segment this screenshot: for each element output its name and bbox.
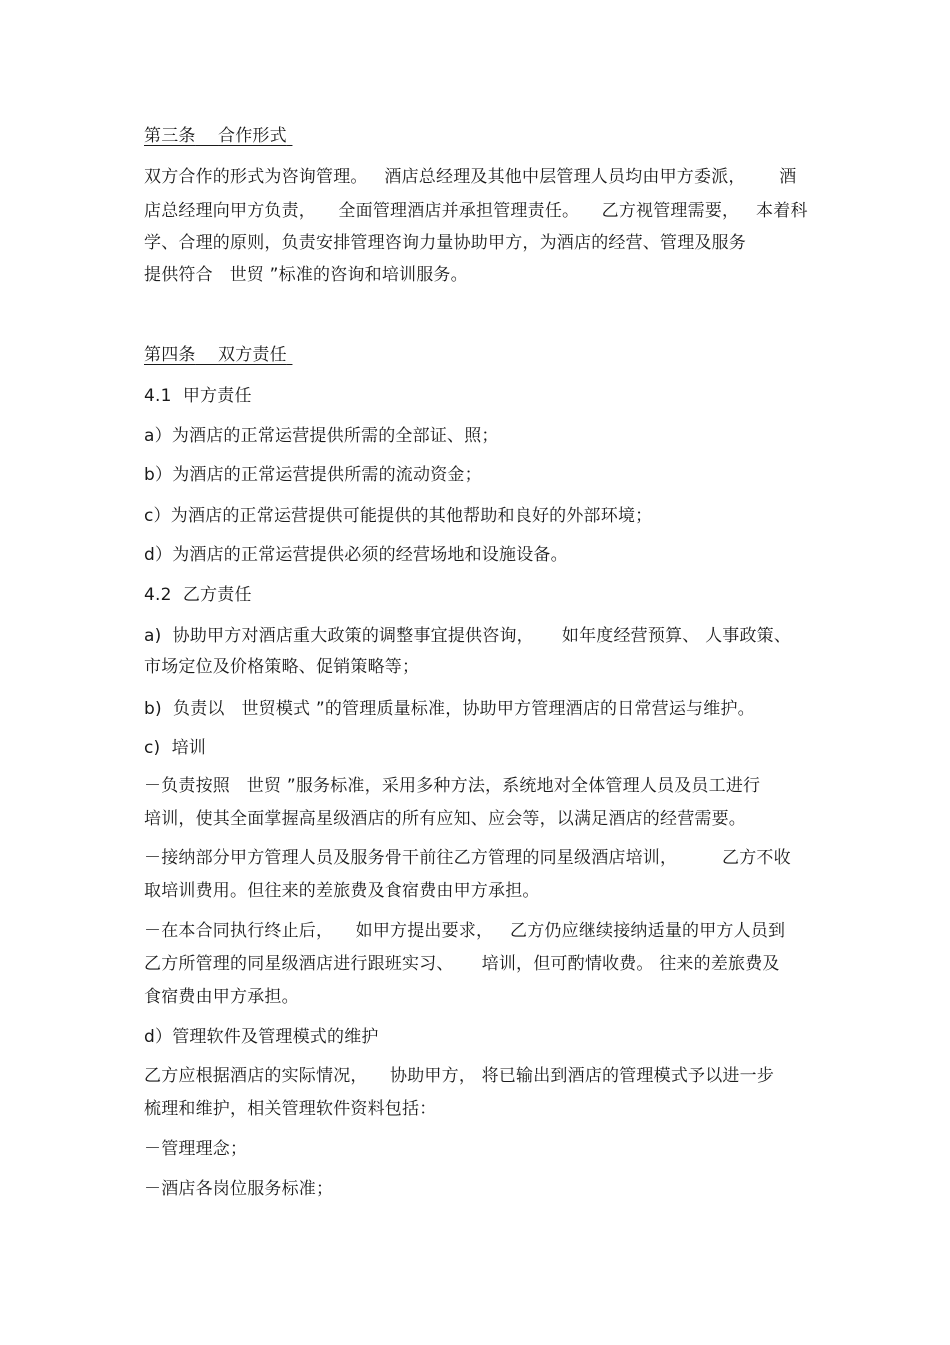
section-4-1-item-d: d）为酒店的正常运营提供必须的经营场地和设施设备。 (144, 545, 568, 565)
section-4-2-d-title: d）管理软件及管理模式的维护 (144, 1027, 379, 1047)
section-4-2-title: 4.2 乙方责任 (144, 585, 252, 605)
section-4-2-d-line-2: 梳理和维护，相关管理软件资料包括： (144, 1099, 437, 1119)
software-item-1: －管理理念； (144, 1139, 248, 1159)
article4-title: 双方责任 (218, 345, 287, 365)
section-4-2-c-title: c) 培训 (144, 738, 206, 758)
article4-heading (144, 344, 292, 366)
article3-title: 合作形式 (218, 126, 287, 146)
training-item-2-line-1: －接纳部分甲方管理人员及服务骨干前往乙方管理的同星级酒店培训， 乙方不收 (144, 848, 791, 868)
section-4-1-item-b: b）为酒店的正常运营提供所需的流动资金； (144, 465, 482, 485)
article3-line-1: 双方合作的形式为咨询管理。 酒店总经理及其他中层管理人员均由甲方委派， 酒 (144, 167, 797, 187)
article3-number: 第三条 (144, 126, 196, 146)
section-4-1-item-c: c）为酒店的正常运营提供可能提供的其他帮助和良好的外部环境； (144, 506, 653, 526)
article4-number: 第四条 (144, 345, 196, 365)
training-item-3-line-1: －在本合同执行终止后， 如甲方提出要求， 乙方仍应继续接纳适量的甲方人员到 (144, 921, 786, 941)
section-4-2-d-line-1: 乙方应根据酒店的实际情况， 协助甲方， 将已输出到酒店的管理模式予以进一步 (144, 1066, 775, 1086)
article3-line-3: 学、合理的原则，负责安排管理咨询力量协助甲方，为酒店的经营、管理及服务 (144, 233, 746, 253)
training-item-2-line-2: 取培训费用。但往来的差旅费及食宿费由甲方承担。 (144, 881, 540, 901)
section-4-1-title: 4.1 甲方责任 (144, 386, 252, 406)
training-item-3-line-2: 乙方所管理的同星级酒店进行跟班实习、 培训，但可酌情收费。 往来的差旅费及 (144, 954, 780, 974)
section-4-2-b-line: b) 负责以 世贸模式 ”的管理质量标准，协助甲方管理酒店的日常营运与维护。 (144, 699, 755, 719)
article3-line-2: 店总经理向甲方负责， 全面管理酒店并承担管理责任。 乙方视管理需要， 本着科 (144, 201, 808, 221)
article3-heading (144, 125, 292, 147)
training-item-1-line-2: 培训，使其全面掌握高星级酒店的所有应知、应会等，以满足酒店的经营需要。 (144, 809, 746, 829)
section-4-2-a-line-2: 市场定位及价格策略、促销策略等； (144, 657, 420, 677)
training-item-3-line-3: 食宿费由甲方承担。 (144, 987, 299, 1007)
article3-line-4: 提供符合 世贸 ”标准的咨询和培训服务。 (144, 265, 468, 285)
training-item-1-line-1: －负责按照 世贸 ”服务标准，采用多种方法，系统地对全体管理人员及员工进行 (144, 776, 761, 796)
section-4-2-a-line-1: a) 协助甲方对酒店重大政策的调整事宜提供咨询， 如年度经营预算、 人事政策、 (144, 626, 792, 646)
section-4-1-item-a: a）为酒店的正常运营提供所需的全部证、照； (144, 426, 499, 446)
software-item-2: －酒店各岗位服务标准； (144, 1179, 334, 1199)
